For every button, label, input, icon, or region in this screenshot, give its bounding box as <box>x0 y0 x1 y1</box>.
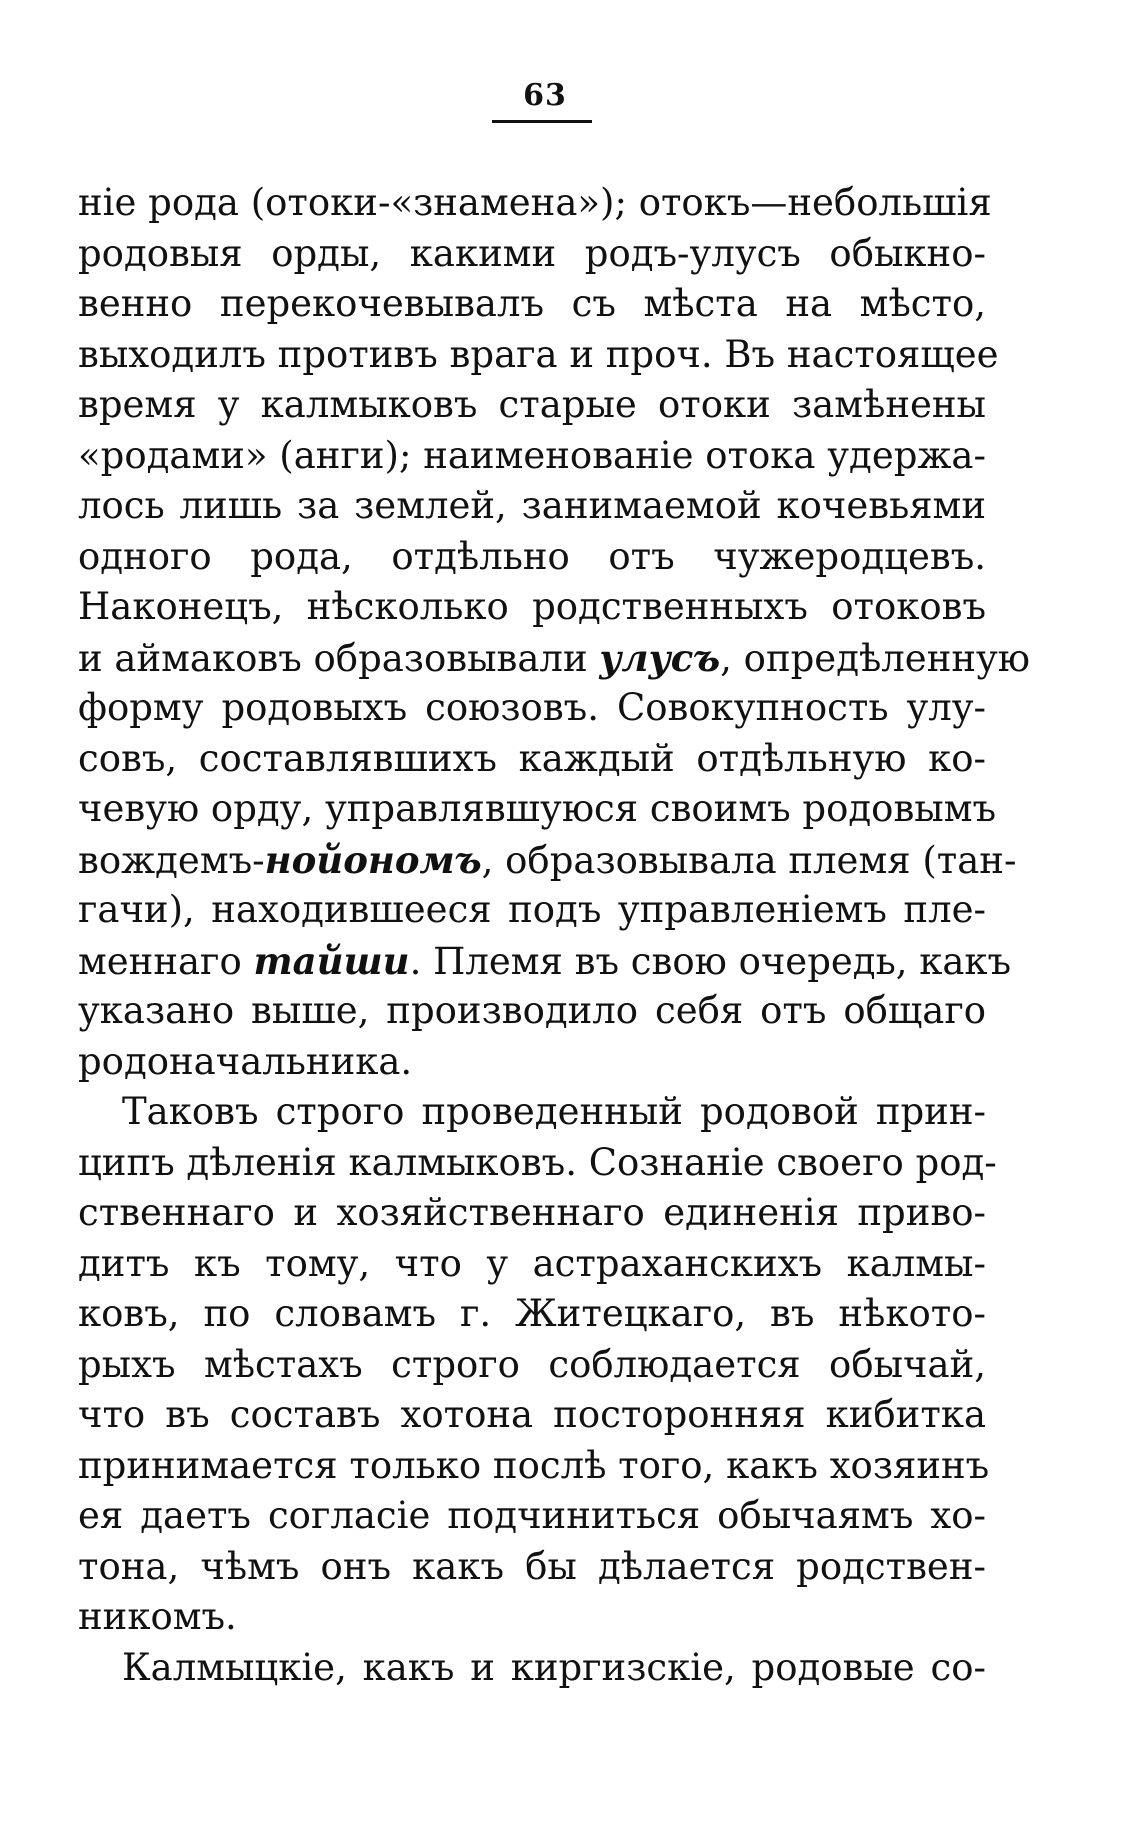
page-number-rule <box>492 120 592 123</box>
text-line: форму родовыхъ союзовъ. Совокупность улу- <box>78 686 986 729</box>
text-line: венно перекочевывалъ съ мѣста на мѣсто, <box>78 282 986 325</box>
text-line: ніе рода (отоки-«знамена»); отокъ—небольшія <box>78 181 992 224</box>
italic-term-noyon: нойономъ <box>264 837 482 882</box>
text-line: лось лишь за землей, занимаемой кочевьями <box>78 484 986 527</box>
text-line: ципъ дѣленія калмыковъ. Сознаніе своего род- <box>78 1140 997 1184</box>
italic-term-taishi: тайши <box>253 938 410 983</box>
page-number: 63 <box>523 78 567 113</box>
text-line: дитъ къ тому, что у астраханскихъ калмы- <box>78 1241 986 1285</box>
text-line: указано выше, производило себя отъ общаго <box>78 989 986 1032</box>
text-run: меннаго <box>78 939 254 983</box>
text-line: ковъ, по словамъ г. Житецкаго, въ нѣкото- <box>78 1292 986 1335</box>
text-line: «родами» (анги); наименованіе отока удержа- <box>78 433 986 477</box>
text-line <box>78 835 1017 886</box>
text-line <box>78 936 1012 987</box>
text-line: гачи), находившееся подъ управленіемъ пле- <box>78 888 986 931</box>
paragraph-1 <box>78 178 1030 1087</box>
text-line: родовыя орды, какими родъ-улусъ обыкно- <box>78 231 986 275</box>
text-line: чевую орду, управлявшуюся своимъ родовымъ <box>78 787 997 830</box>
text-line <box>78 633 1030 684</box>
text-line: рыхъ мѣстахъ строго соблюдается обычай, <box>78 1342 986 1386</box>
text-run: , опредѣленную <box>720 636 1030 680</box>
text-line: родоначальника. <box>78 1039 413 1083</box>
text-run: , образовывала племя (тан- <box>481 838 1017 882</box>
text-line: принимается только послѣ того, какъ хозяинъ <box>78 1443 990 1487</box>
text-line: одного рода, отдѣльно отъ чужеродцевъ. <box>78 534 986 578</box>
text-line: Калмыцкіе, какъ и киргизскіе, родовые со- <box>122 1645 986 1689</box>
text-line: ея даетъ согласіе подчиниться обычаямъ хо- <box>78 1494 986 1537</box>
italic-term-ulus: улусъ <box>599 635 721 680</box>
paragraph-3 <box>78 1643 986 1694</box>
text-line: что въ составъ хотона посторонняя кибитка <box>78 1393 986 1436</box>
text-line: выходилъ противъ врага и проч. Въ настоящее <box>78 332 999 376</box>
text-line: тона, чѣмъ онъ какъ бы дѣлается родствен- <box>78 1544 986 1588</box>
text-line: никомъ. <box>78 1595 237 1638</box>
page-body <box>78 178 1030 1693</box>
paragraph-2 <box>78 1087 997 1643</box>
text-run: и аймаковъ образовывали <box>78 636 600 680</box>
text-line: Таковъ строго проведенный родовой прин- <box>122 1090 986 1133</box>
text-line: совъ, составлявшихъ каждый отдѣльную ко- <box>78 736 986 780</box>
text-line: ственнаго и хозяйственнаго единенія приво- <box>78 1191 986 1234</box>
text-line: время у калмыковъ старые отоки замѣнены <box>78 383 986 426</box>
text-run: вождемъ- <box>78 838 265 882</box>
text-line: Наконецъ, нѣсколько родственныхъ отоковъ <box>78 585 986 628</box>
text-run: . Племя въ свою очередь, какъ <box>409 939 1012 983</box>
